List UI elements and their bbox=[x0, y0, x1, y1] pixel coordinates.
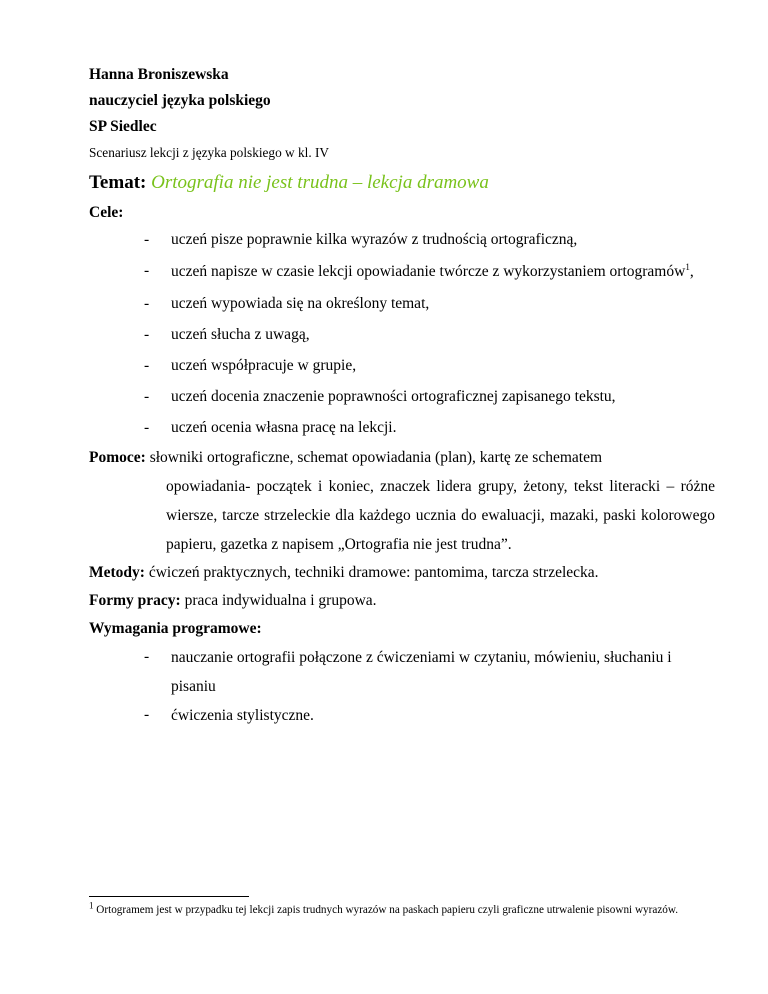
document-subtitle: Scenariusz lekcji z języka polskiego w kl. IV bbox=[89, 145, 330, 160]
list-dash: - bbox=[144, 262, 150, 279]
methods-label: Metody: bbox=[89, 564, 145, 581]
author-role: nauczyciel języka polskiego bbox=[89, 92, 271, 109]
forms-line bbox=[89, 587, 715, 615]
goal-text: uczeń współpracuje w grupie, bbox=[171, 357, 357, 374]
list-item bbox=[144, 414, 715, 441]
methods-line bbox=[89, 559, 715, 587]
list-item bbox=[144, 352, 715, 379]
list-dash: - bbox=[144, 326, 150, 343]
goal-text: uczeń pisze poprawnie kilka wyrazów z trudnością ortograficzną, bbox=[171, 231, 578, 248]
topic-title: Ortografia nie jest trudna – lekcja dramowa bbox=[151, 172, 489, 193]
list-dash: - bbox=[144, 357, 150, 374]
goal-text bbox=[171, 257, 715, 286]
goal-text-body: uczeń napisze w czasie lekcji opowiadanie twórcze z wykorzystaniem ortogramów bbox=[171, 263, 686, 280]
footnote bbox=[89, 900, 721, 918]
document-page bbox=[89, 62, 715, 730]
goal-text: uczeń docenia znaczenie poprawności ortograficznej zapisanego tekstu, bbox=[171, 388, 616, 405]
list-item bbox=[144, 257, 715, 286]
requirement-text: nauczanie ortografii połączone z ćwiczeniami w czytaniu, mówieniu, słuchaniu i pisaniu bbox=[171, 649, 672, 695]
list-item bbox=[144, 321, 715, 348]
forms-label: Formy pracy: bbox=[89, 592, 181, 609]
list-dash: - bbox=[144, 648, 150, 665]
footnote-ref[interactable]: 1 bbox=[685, 261, 690, 272]
aids-rest: opowiadania- początek i koniec, znaczek lidera grupy, żetony, tekst literacki – różne wiersze, tarcze strzeleckie dla każdego ucznia do ewaluacji, mazaki, paski kolorowego papieru, gazetka z napisem „Ortografia nie jest trudna”. bbox=[166, 478, 715, 553]
goal-text: uczeń wypowiada się na określony temat, bbox=[171, 295, 430, 312]
forms-text: praca indywidualna i grupowa. bbox=[184, 592, 377, 609]
footnote-text: Ortogramem jest w przypadku tej lekcji zapis trudnych wyrazów na paskach papieru czyli graficzne utrwalenie pisowni wyrazów. bbox=[96, 904, 679, 916]
list-dash: - bbox=[144, 295, 150, 312]
list-item bbox=[144, 226, 715, 253]
topic-label: Temat: bbox=[89, 172, 147, 193]
goals-list bbox=[144, 226, 715, 441]
list-dash: - bbox=[144, 419, 150, 436]
list-item bbox=[144, 701, 715, 730]
goal-text: uczeń słucha z uwagą, bbox=[171, 326, 310, 343]
author-name: Hanna Broniszewska bbox=[89, 66, 229, 83]
goals-label: Cele: bbox=[89, 204, 124, 221]
list-item bbox=[144, 643, 715, 701]
requirements-list bbox=[144, 643, 715, 730]
topic-line bbox=[89, 166, 715, 200]
footnote-separator bbox=[89, 896, 249, 897]
aids-first-line: słowniki ortograficzne, schemat opowiadania (plan), kartę ze schematem bbox=[149, 449, 603, 466]
school-name: SP Siedlec bbox=[89, 118, 157, 135]
footnote-mark: 1 bbox=[89, 900, 94, 911]
goal-text: uczeń ocenia własna pracę na lekcji. bbox=[171, 419, 397, 436]
aids-paragraph bbox=[89, 443, 715, 559]
list-dash: - bbox=[144, 388, 150, 405]
aids-label: Pomoce: bbox=[89, 449, 146, 466]
methods-text: ćwiczeń praktycznych, techniki dramowe: pantomima, tarcza strzelecka. bbox=[148, 564, 599, 581]
list-item bbox=[144, 383, 715, 410]
requirement-text: ćwiczenia stylistyczne. bbox=[171, 707, 314, 724]
list-dash: - bbox=[144, 231, 150, 248]
requirements-label: Wymagania programowe: bbox=[89, 620, 262, 637]
goal-text-suffix: , bbox=[689, 263, 694, 280]
list-dash: - bbox=[144, 706, 150, 723]
list-item bbox=[144, 290, 715, 317]
